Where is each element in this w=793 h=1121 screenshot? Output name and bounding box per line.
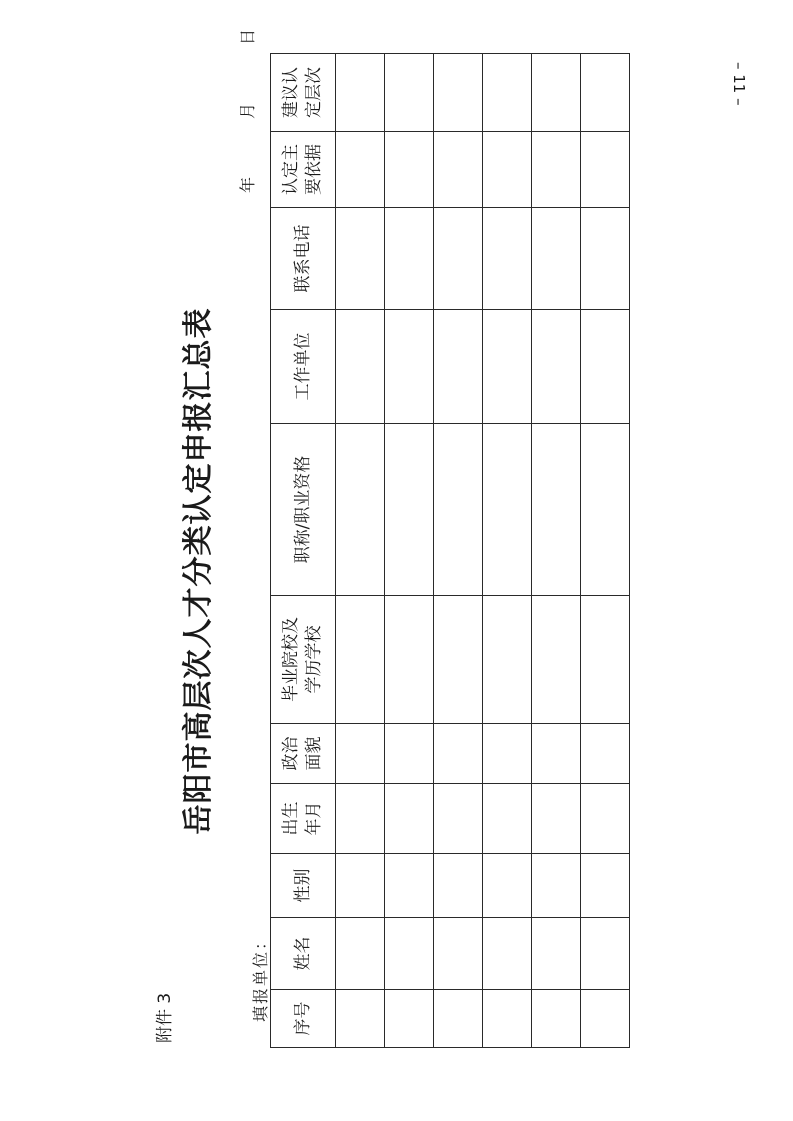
col-header-school-line2: 学历学校 — [304, 625, 324, 694]
table-cell — [483, 990, 532, 1048]
table-cell — [483, 918, 532, 990]
table-cell — [385, 784, 434, 854]
col-header-political-line1: 政治 — [281, 736, 301, 771]
table-cell — [385, 596, 434, 724]
col-header-seq: 序号 — [271, 990, 336, 1048]
col-header-basis-line1: 认定主 — [281, 144, 301, 195]
table-cell — [532, 132, 581, 208]
col-header-level — [271, 54, 336, 132]
header-row — [271, 54, 336, 1048]
table-row — [581, 54, 630, 1048]
date-line — [235, 29, 258, 193]
table-row — [385, 54, 434, 1048]
table-cell — [581, 990, 630, 1048]
col-header-phone: 联系电话 — [271, 208, 336, 310]
table-cell — [336, 310, 385, 424]
col-header-level-line2: 定层次 — [304, 67, 324, 118]
table-cell — [336, 854, 385, 918]
table-cell — [581, 424, 630, 596]
table-cell — [483, 310, 532, 424]
col-header-political-line2: 面貌 — [304, 736, 324, 771]
table-cell — [336, 132, 385, 208]
table-row — [434, 54, 483, 1048]
table-cell — [434, 132, 483, 208]
table-cell — [434, 596, 483, 724]
col-header-school-line1: 毕业院校及 — [281, 617, 301, 702]
col-header-title: 职称/职业资格 — [271, 424, 336, 596]
table-cell — [336, 596, 385, 724]
col-header-name: 姓名 — [271, 918, 336, 990]
summary-table — [270, 53, 630, 1048]
table-cell — [385, 424, 434, 596]
table-cell — [581, 596, 630, 724]
table-cell — [434, 854, 483, 918]
col-header-birth — [271, 784, 336, 854]
col-header-birth-line2: 年月 — [304, 801, 324, 836]
table-cell — [532, 724, 581, 784]
table-cell — [385, 132, 434, 208]
table-cell — [483, 596, 532, 724]
col-header-gender: 性别 — [271, 854, 336, 918]
table-cell — [434, 54, 483, 132]
table-body — [336, 54, 630, 1048]
table-cell — [336, 208, 385, 310]
date-month: 月 — [238, 102, 257, 119]
table-cell — [434, 784, 483, 854]
table-cell — [385, 854, 434, 918]
table-cell — [336, 784, 385, 854]
table-cell — [434, 310, 483, 424]
col-header-basis-line2: 要依据 — [304, 144, 324, 195]
date-day: 日 — [238, 28, 257, 45]
table-cell — [581, 784, 630, 854]
table-cell — [336, 424, 385, 596]
col-header-school — [271, 596, 336, 724]
col-header-basis — [271, 132, 336, 208]
table-cell — [581, 208, 630, 310]
table-cell — [483, 132, 532, 208]
table-cell — [336, 990, 385, 1048]
table-row — [483, 54, 532, 1048]
col-header-employer: 工作单位 — [271, 310, 336, 424]
table-row — [336, 54, 385, 1048]
table-cell — [483, 208, 532, 310]
table-cell — [532, 990, 581, 1048]
table-cell — [532, 208, 581, 310]
table-cell — [483, 854, 532, 918]
table-cell — [532, 310, 581, 424]
table-cell — [581, 854, 630, 918]
table-cell — [385, 54, 434, 132]
table-cell — [434, 724, 483, 784]
table-cell — [385, 208, 434, 310]
table-cell — [483, 54, 532, 132]
table-cell — [581, 54, 630, 132]
table-cell — [385, 990, 434, 1048]
table-cell — [434, 424, 483, 596]
page-number: – 11 – — [730, 62, 748, 106]
table-cell — [532, 596, 581, 724]
table-cell — [434, 208, 483, 310]
table-cell — [532, 784, 581, 854]
table-cell — [385, 918, 434, 990]
table-cell — [532, 854, 581, 918]
table-row — [532, 54, 581, 1048]
table-cell — [581, 918, 630, 990]
table-cell — [385, 310, 434, 424]
page-title: 岳阳市高层次人才分类认定申报汇总表 — [181, 307, 216, 835]
col-header-birth-line1: 出生 — [281, 801, 301, 836]
table-cell — [532, 918, 581, 990]
table-cell — [434, 918, 483, 990]
table-cell — [483, 424, 532, 596]
table-cell — [532, 424, 581, 596]
col-header-level-line1: 建议认 — [281, 67, 301, 118]
table-cell — [385, 724, 434, 784]
table-cell — [483, 724, 532, 784]
table-cell — [532, 54, 581, 132]
table-cell — [336, 724, 385, 784]
table-cell — [434, 990, 483, 1048]
table-cell — [581, 310, 630, 424]
table-cell — [581, 724, 630, 784]
table-cell — [336, 54, 385, 132]
table-cell — [336, 918, 385, 990]
attachment-label: 附件 3 — [155, 992, 175, 1043]
col-header-political — [271, 724, 336, 784]
table-cell — [581, 132, 630, 208]
fill-unit-label: 填报单位： — [251, 931, 270, 1022]
table-cell — [483, 784, 532, 854]
date-year: 年 — [238, 176, 257, 193]
